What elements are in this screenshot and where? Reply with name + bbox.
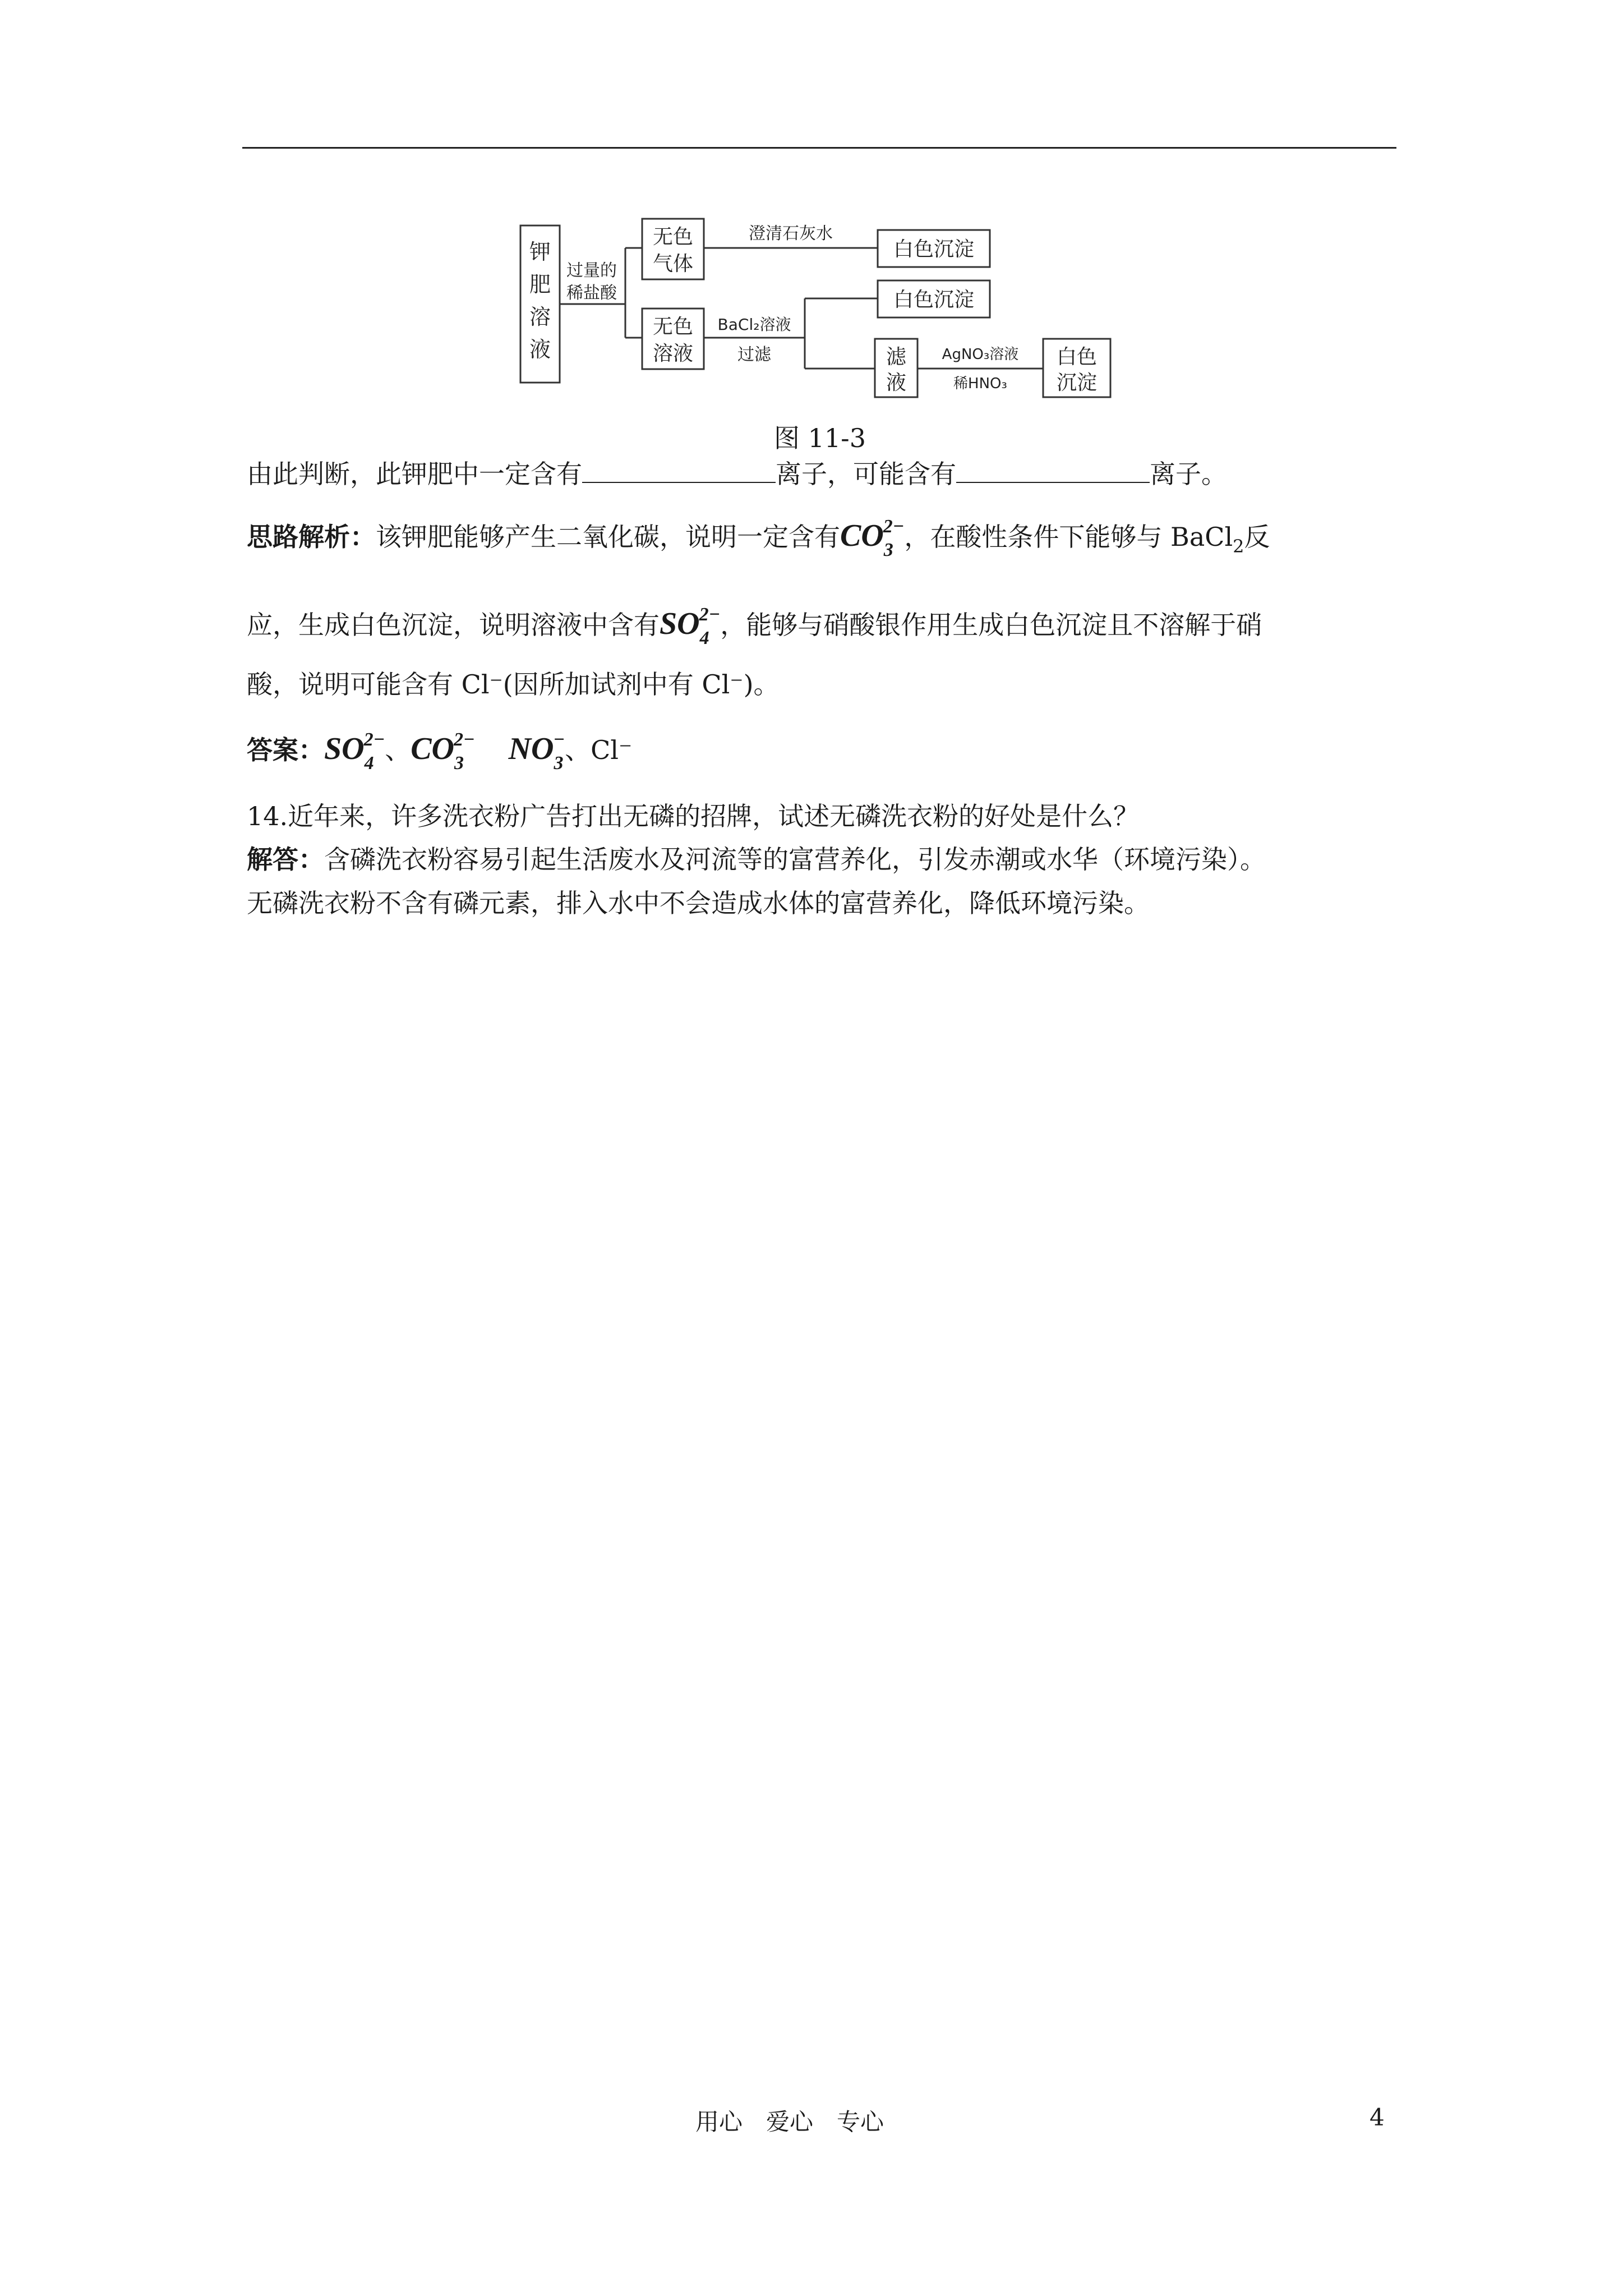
reagent-hcl-line1: 过量的 <box>566 261 617 280</box>
analysis-line-2 <box>247 604 1262 648</box>
question-14: 14.近年来，许多洗衣粉广告打出无磷的招牌，试述无磷洗衣粉的好处是什么？ <box>247 801 1140 831</box>
analysis-text-2a: 应，生成白色沉淀，说明溶液中含有 <box>247 610 660 640</box>
q14-answer-label: 解答： <box>247 844 324 875</box>
precip3-label-1: 白色 <box>1056 346 1098 369</box>
filtrate-label-2: 液 <box>886 371 907 394</box>
answer-chloride: 、Cl⁻ <box>565 735 633 765</box>
analysis-text-2b: ，能够与硝酸银作用生成白色沉淀且不溶解于硝 <box>720 610 1262 640</box>
header-rule <box>242 147 1396 149</box>
question-mid: 离子，可能含有 <box>776 459 956 489</box>
filtrate-label-1: 滤 <box>886 346 907 369</box>
solution-label-2: 溶液 <box>652 342 694 365</box>
answer-carbonate-ion: $CO_3^{2-}$ <box>411 729 475 774</box>
bacl2-label: BaCl₂溶液 <box>717 315 791 334</box>
gas-label-2: 气体 <box>652 252 694 275</box>
answer-blank-2[interactable] <box>956 459 1150 483</box>
q14-answer-text-1: 含磷洗衣粉容易引起生活废水及河流等的富营养化，引发赤潮或水华（环境污染）。 <box>324 844 1266 875</box>
carbonate-ion: $CO_3^{2-}$ <box>840 516 905 560</box>
precip2-label: 白色沉淀 <box>893 288 975 311</box>
question-line <box>247 457 1227 491</box>
page-number: 4 <box>1370 2104 1385 2131</box>
answer-sulfate-ion: $SO_4^{2-}$ <box>324 729 385 774</box>
hno3-label: 稀HNO₃ <box>953 375 1007 392</box>
filter-label: 过滤 <box>737 345 771 365</box>
reagent-hcl-line2: 稀盐酸 <box>566 283 617 303</box>
gas-label-1: 无色 <box>652 226 694 249</box>
analysis-label: 思路解析： <box>247 522 376 552</box>
sulfate-ion: $SO_4^{2-}$ <box>660 604 721 648</box>
q14-answer-line-2: 无磷洗衣粉不含有磷元素，排入水中不会造成水体的富营养化，降低环境污染。 <box>247 888 1150 918</box>
q14-answer-line-1 <box>247 843 1266 876</box>
analysis-text-1a: 该钾肥能够产生二氧化碳，说明一定含有 <box>376 522 840 552</box>
answer-blank-1[interactable] <box>582 459 776 483</box>
solution-label-1: 无色 <box>652 315 694 338</box>
flowchart-figure <box>516 209 1122 399</box>
agno3-label: AgNO₃溶液 <box>942 346 1019 363</box>
answer-label: 答案： <box>247 735 324 765</box>
analysis-text-1c: 反 <box>1244 522 1270 552</box>
analysis-line-3: 酸，说明可能含有 Cl⁻(因所加试剂中有 Cl⁻)。 <box>247 669 780 700</box>
analysis-line-1 <box>247 516 1270 560</box>
answer-line <box>247 729 633 774</box>
limewater-label: 澄清石灰水 <box>749 224 833 243</box>
fertilizer-label-1: 钾 <box>529 240 551 264</box>
question-prefix: 由此判断，此钾肥中一定含有 <box>247 459 582 489</box>
bacl2-subscript: 2 <box>1233 536 1244 557</box>
precip3-label-2: 沉淀 <box>1056 371 1098 394</box>
answer-nitrate-ion: $NO_3^-$ <box>508 729 565 774</box>
fertilizer-label-3: 溶 <box>529 305 551 329</box>
fertilizer-label-2: 肥 <box>529 272 551 297</box>
footer-motto: 用心 爱心 专心 <box>695 2108 884 2136</box>
fertilizer-label-4: 液 <box>529 337 551 362</box>
analysis-text-1b: ，在酸性条件下能够与 BaCl <box>904 522 1233 552</box>
precip1-label: 白色沉淀 <box>893 238 975 261</box>
question-suffix: 离子。 <box>1150 459 1227 489</box>
answer-separator: 、 <box>385 735 411 765</box>
figure-caption: 图 11-3 <box>774 423 866 453</box>
